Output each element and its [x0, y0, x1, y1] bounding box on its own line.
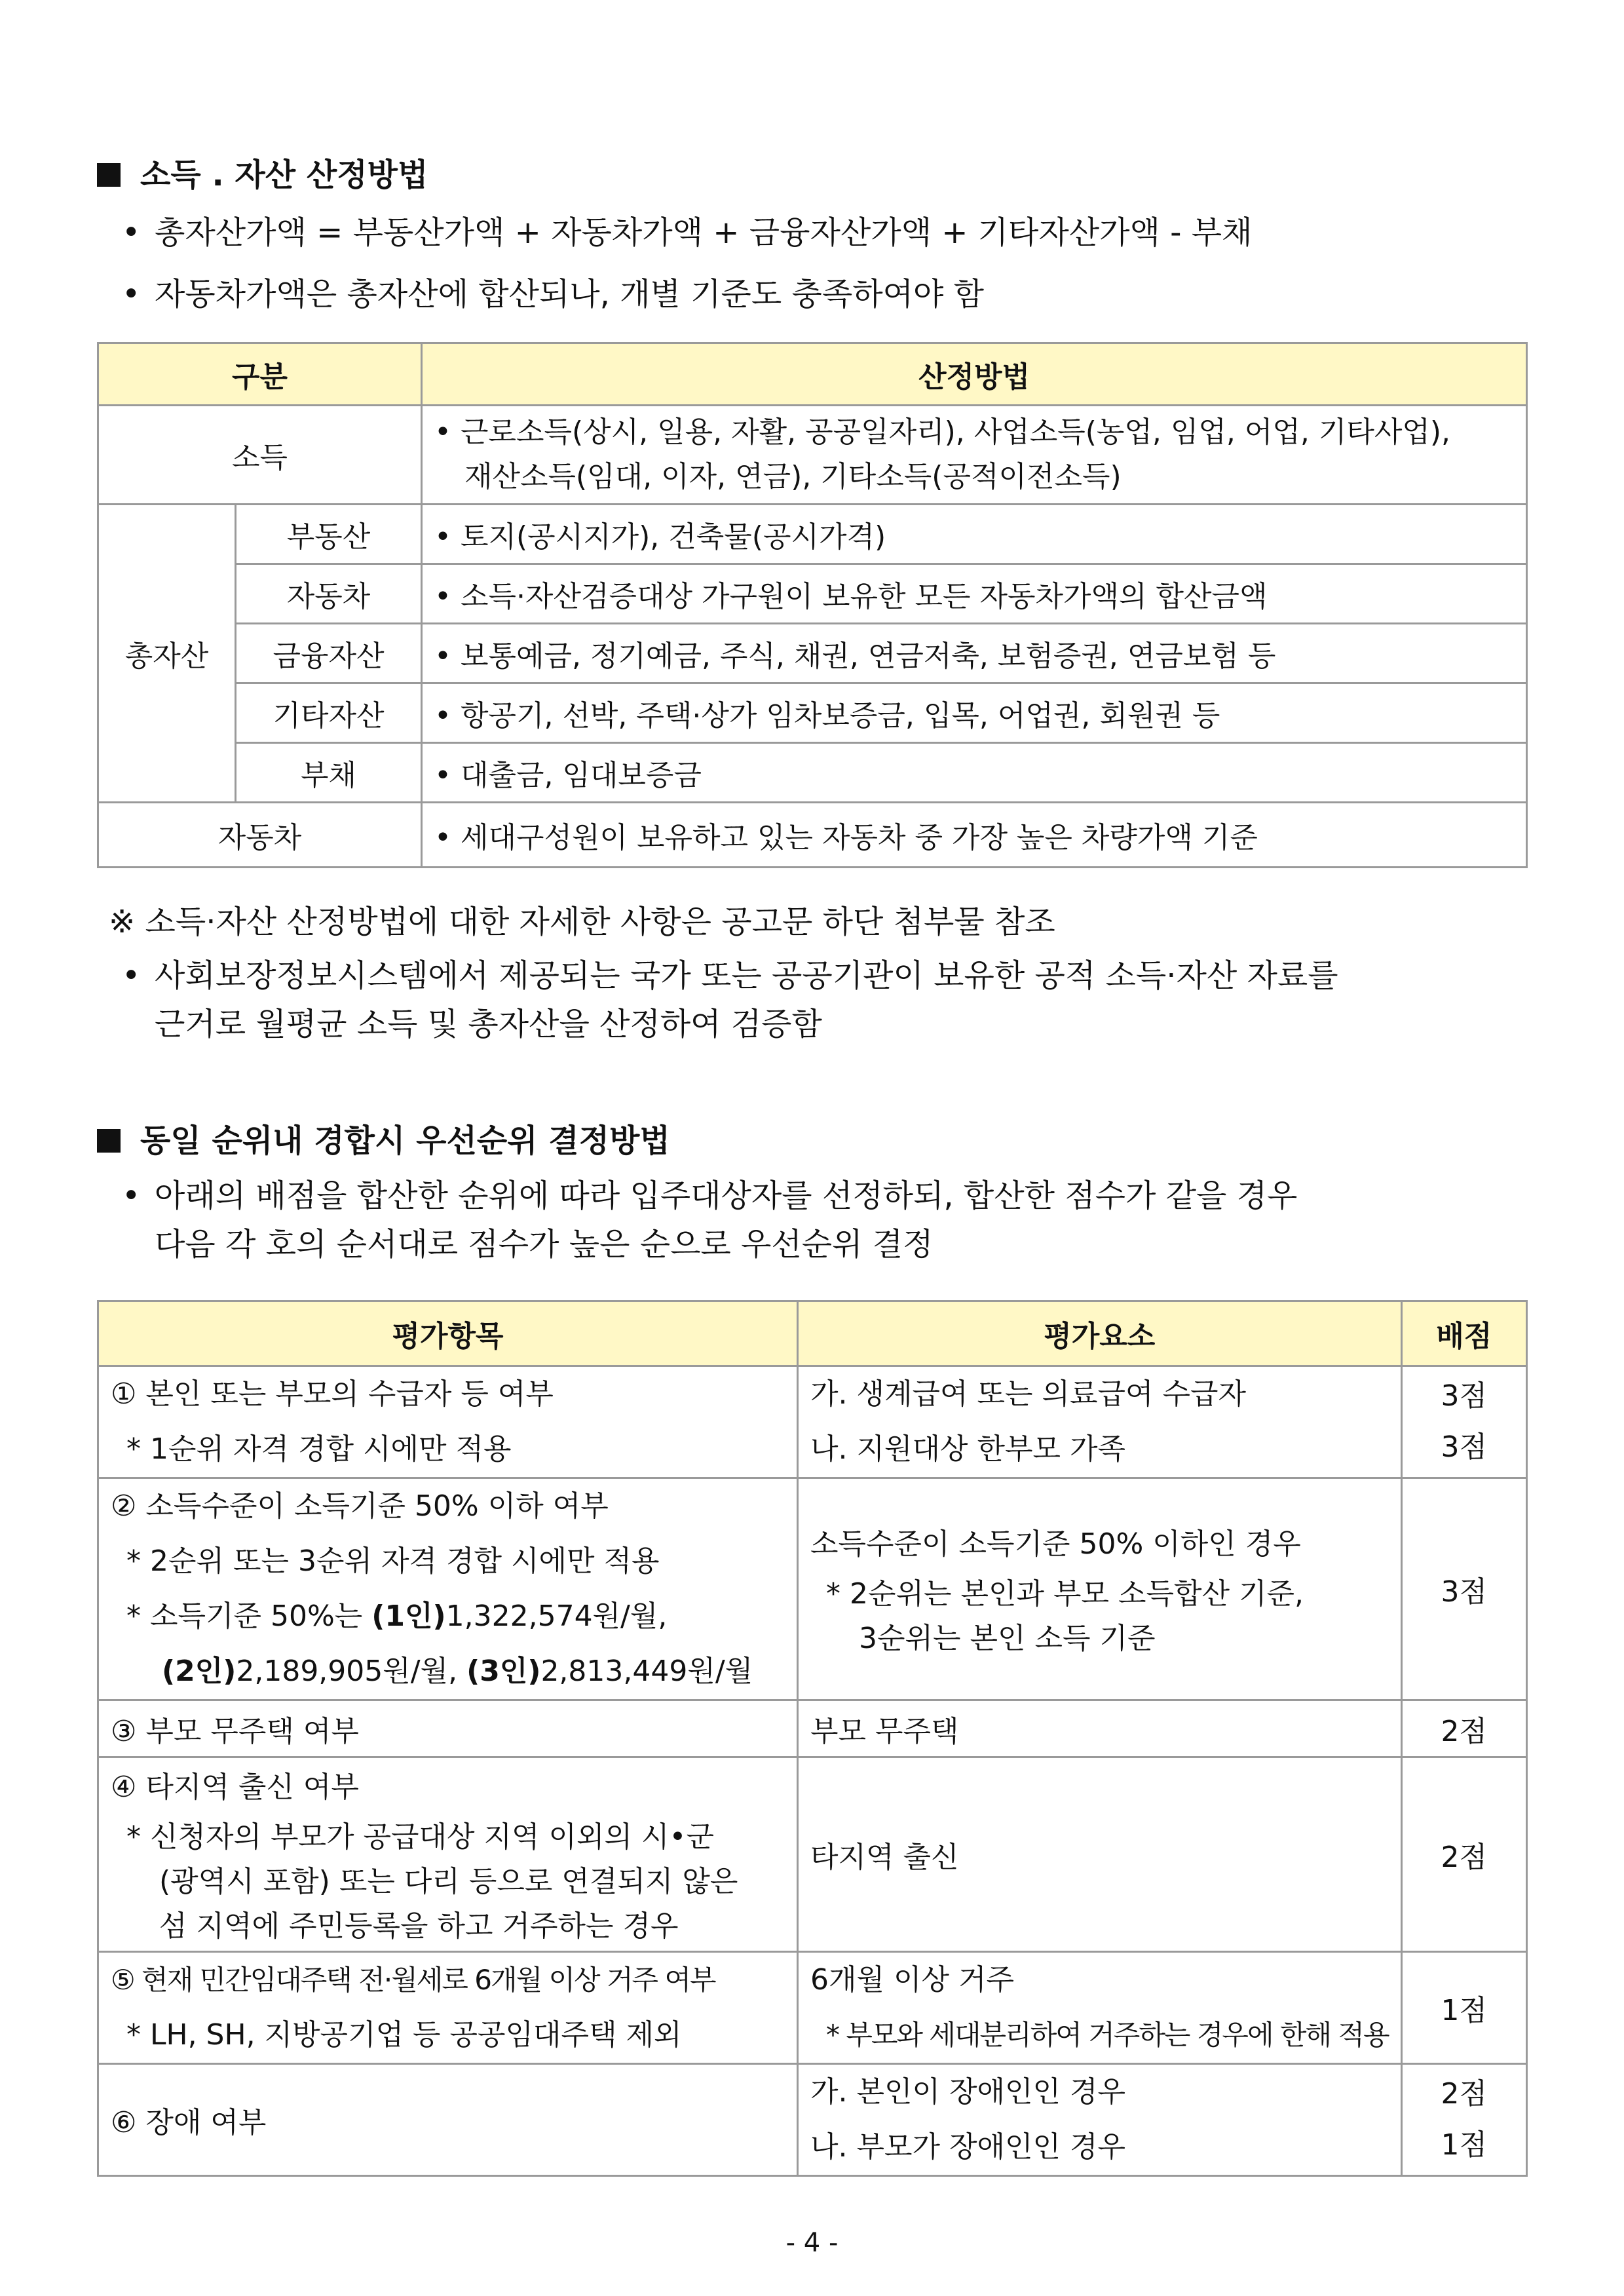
table1-row-label: 자동차	[236, 564, 422, 624]
section-title-income-assets: 소득 . 자산 산정방법	[97, 149, 428, 195]
table1-row-label: 기타자산	[236, 683, 422, 743]
table2-item: ⑥ 장애 여부	[98, 2064, 798, 2176]
table2-element: 부모 무주택	[798, 1700, 1402, 1757]
table1-row-label: 부동산	[236, 505, 422, 564]
bullet-icon: •	[122, 957, 141, 994]
table-row	[98, 1952, 1527, 2064]
table2-points: 3점	[1401, 1478, 1526, 1700]
bullet-priority-rule: • 아래의 배점을 합산한 순위에 따라 입주대상자를 선정하되, 합산한 점수가 같을 경우 다음 각 호의 순서대로 점수가 높은 순으로 우선순위 결정	[122, 1172, 1297, 1269]
table2-points: 3점 3점	[1401, 1366, 1526, 1478]
table2-header-item: 평가항목	[98, 1301, 798, 1366]
income-assets-table	[97, 342, 1528, 868]
table2-points: 2점	[1401, 1700, 1526, 1757]
square-bullet-icon	[97, 163, 121, 187]
table2-element: 타지역 출신	[798, 1757, 1402, 1952]
table2-item: ④ 타지역 출신 여부 * 신청자의 부모가 공급대상 지역 이외의 시•군 (광역시 포함) 또는 다리 등으로 연결되지 않은 섬 지역에 주민등록을 하고 거주하는 경우	[98, 1757, 798, 1952]
note-reference: ※ 소득·자산 산정방법에 대한 자세한 사항은 공고문 하단 첨부물 참조	[109, 904, 1055, 940]
bullet-car-value: • 자동차가액은 총자산에 합산되나, 개별 기준도 충족하여야 함	[122, 270, 984, 318]
table-row	[98, 1366, 1527, 1478]
page-number: - 4 -	[785, 2228, 839, 2258]
square-bullet-icon	[97, 1129, 121, 1153]
table2-element: 6개월 이상 거주 * 부모와 세대분리하여 거주하는 경우에 한해 적용	[798, 1952, 1402, 2064]
table1-income-label: 소득	[98, 406, 422, 505]
section-title-priority: 동일 순위내 경합시 우선순위 결정방법	[97, 1115, 670, 1160]
table1-header-method: 산정방법	[422, 343, 1527, 406]
table2-element: 소득수준이 소득기준 50% 이하인 경우 * 2순위는 본인과 부모 소득합산 기준, 3순위는 본인 소득 기준	[798, 1478, 1402, 1700]
table1-car-label: 자동차	[98, 803, 422, 868]
table1-income-desc: • 근로소득(상시, 일용, 자활, 공공일자리), 사업소득(농업, 임업, 어업, 기타사업), 재산소득(임대, 이자, 연금), 기타소득(공적이전소득)	[422, 406, 1527, 505]
table2-header-points: 배점	[1401, 1301, 1526, 1366]
table1-row-desc: • 보통예금, 정기예금, 주식, 채권, 연금저축, 보험증권, 연금보험 등	[422, 624, 1527, 683]
table1-car-desc: • 세대구성원이 보유하고 있는 자동차 중 가장 높은 차량가액 기준	[422, 803, 1527, 868]
table2-item: ③ 부모 무주택 여부	[98, 1700, 798, 1757]
table2-points: 2점	[1401, 1757, 1526, 1952]
table2-header-element: 평가요소	[798, 1301, 1402, 1366]
bullet-icon: •	[122, 1177, 141, 1214]
table2-element: 가. 생계급여 또는 의료급여 수급자 나. 지원대상 한부모 가족	[798, 1366, 1402, 1478]
table1-row-desc: • 항공기, 선박, 주택·상가 임차보증금, 입목, 어업권, 회원권 등	[422, 683, 1527, 743]
table2-item: ⑤ 현재 민간임대주택 전·월세로 6개월 이상 거주 여부 * LH, SH, 지방공기업 등 공공임대주택 제외	[98, 1952, 798, 2064]
table1-row-label: 금융자산	[236, 624, 422, 683]
priority-score-table	[97, 1300, 1528, 2177]
table-row	[98, 1478, 1527, 1700]
table2-points: 2점 1점	[1401, 2064, 1526, 2176]
bullet-total-assets-formula: • 총자산가액 = 부동산가액 + 자동차가액 + 금융자산가액 + 기타자산가액 - 부채	[122, 208, 1252, 257]
table-row	[98, 1700, 1527, 1757]
table1-header-category: 구분	[98, 343, 422, 406]
table1-total-assets-label: 총자산	[98, 505, 236, 803]
table1-row-label: 부채	[236, 743, 422, 803]
table2-item: ① 본인 또는 부모의 수급자 등 여부 * 1순위 자격 경합 시에만 적용	[98, 1366, 798, 1478]
note-verification: • 사회보장정보시스템에서 제공되는 국가 또는 공공기관이 보유한 공적 소득·자산 자료를 근거로 월평균 소득 및 총자산을 산정하여 검증함	[122, 951, 1338, 1048]
bullet-icon: •	[122, 276, 141, 313]
table1-row-desc: • 소득·자산검증대상 가구원이 보유한 모든 자동차가액의 합산금액	[422, 564, 1527, 624]
table2-item: ② 소득수준이 소득기준 50% 이하 여부 * 2순위 또는 3순위 자격 경합 시에만 적용 * 소득기준 50%는 (1인)1,322,574원/월, (2인)2,189,905원/월, (3인)2,813,449원/월	[98, 1478, 798, 1700]
table1-row-desc: • 대출금, 임대보증금	[422, 743, 1527, 803]
table-row	[98, 2064, 1527, 2176]
table1-row-desc: • 토지(공시지가), 건축물(공시가격)	[422, 505, 1527, 564]
table2-points: 1점	[1401, 1952, 1526, 2064]
table2-element: 가. 본인이 장애인인 경우 나. 부모가 장애인인 경우	[798, 2064, 1402, 2176]
table-row	[98, 1757, 1527, 1952]
bullet-icon: •	[122, 214, 141, 251]
